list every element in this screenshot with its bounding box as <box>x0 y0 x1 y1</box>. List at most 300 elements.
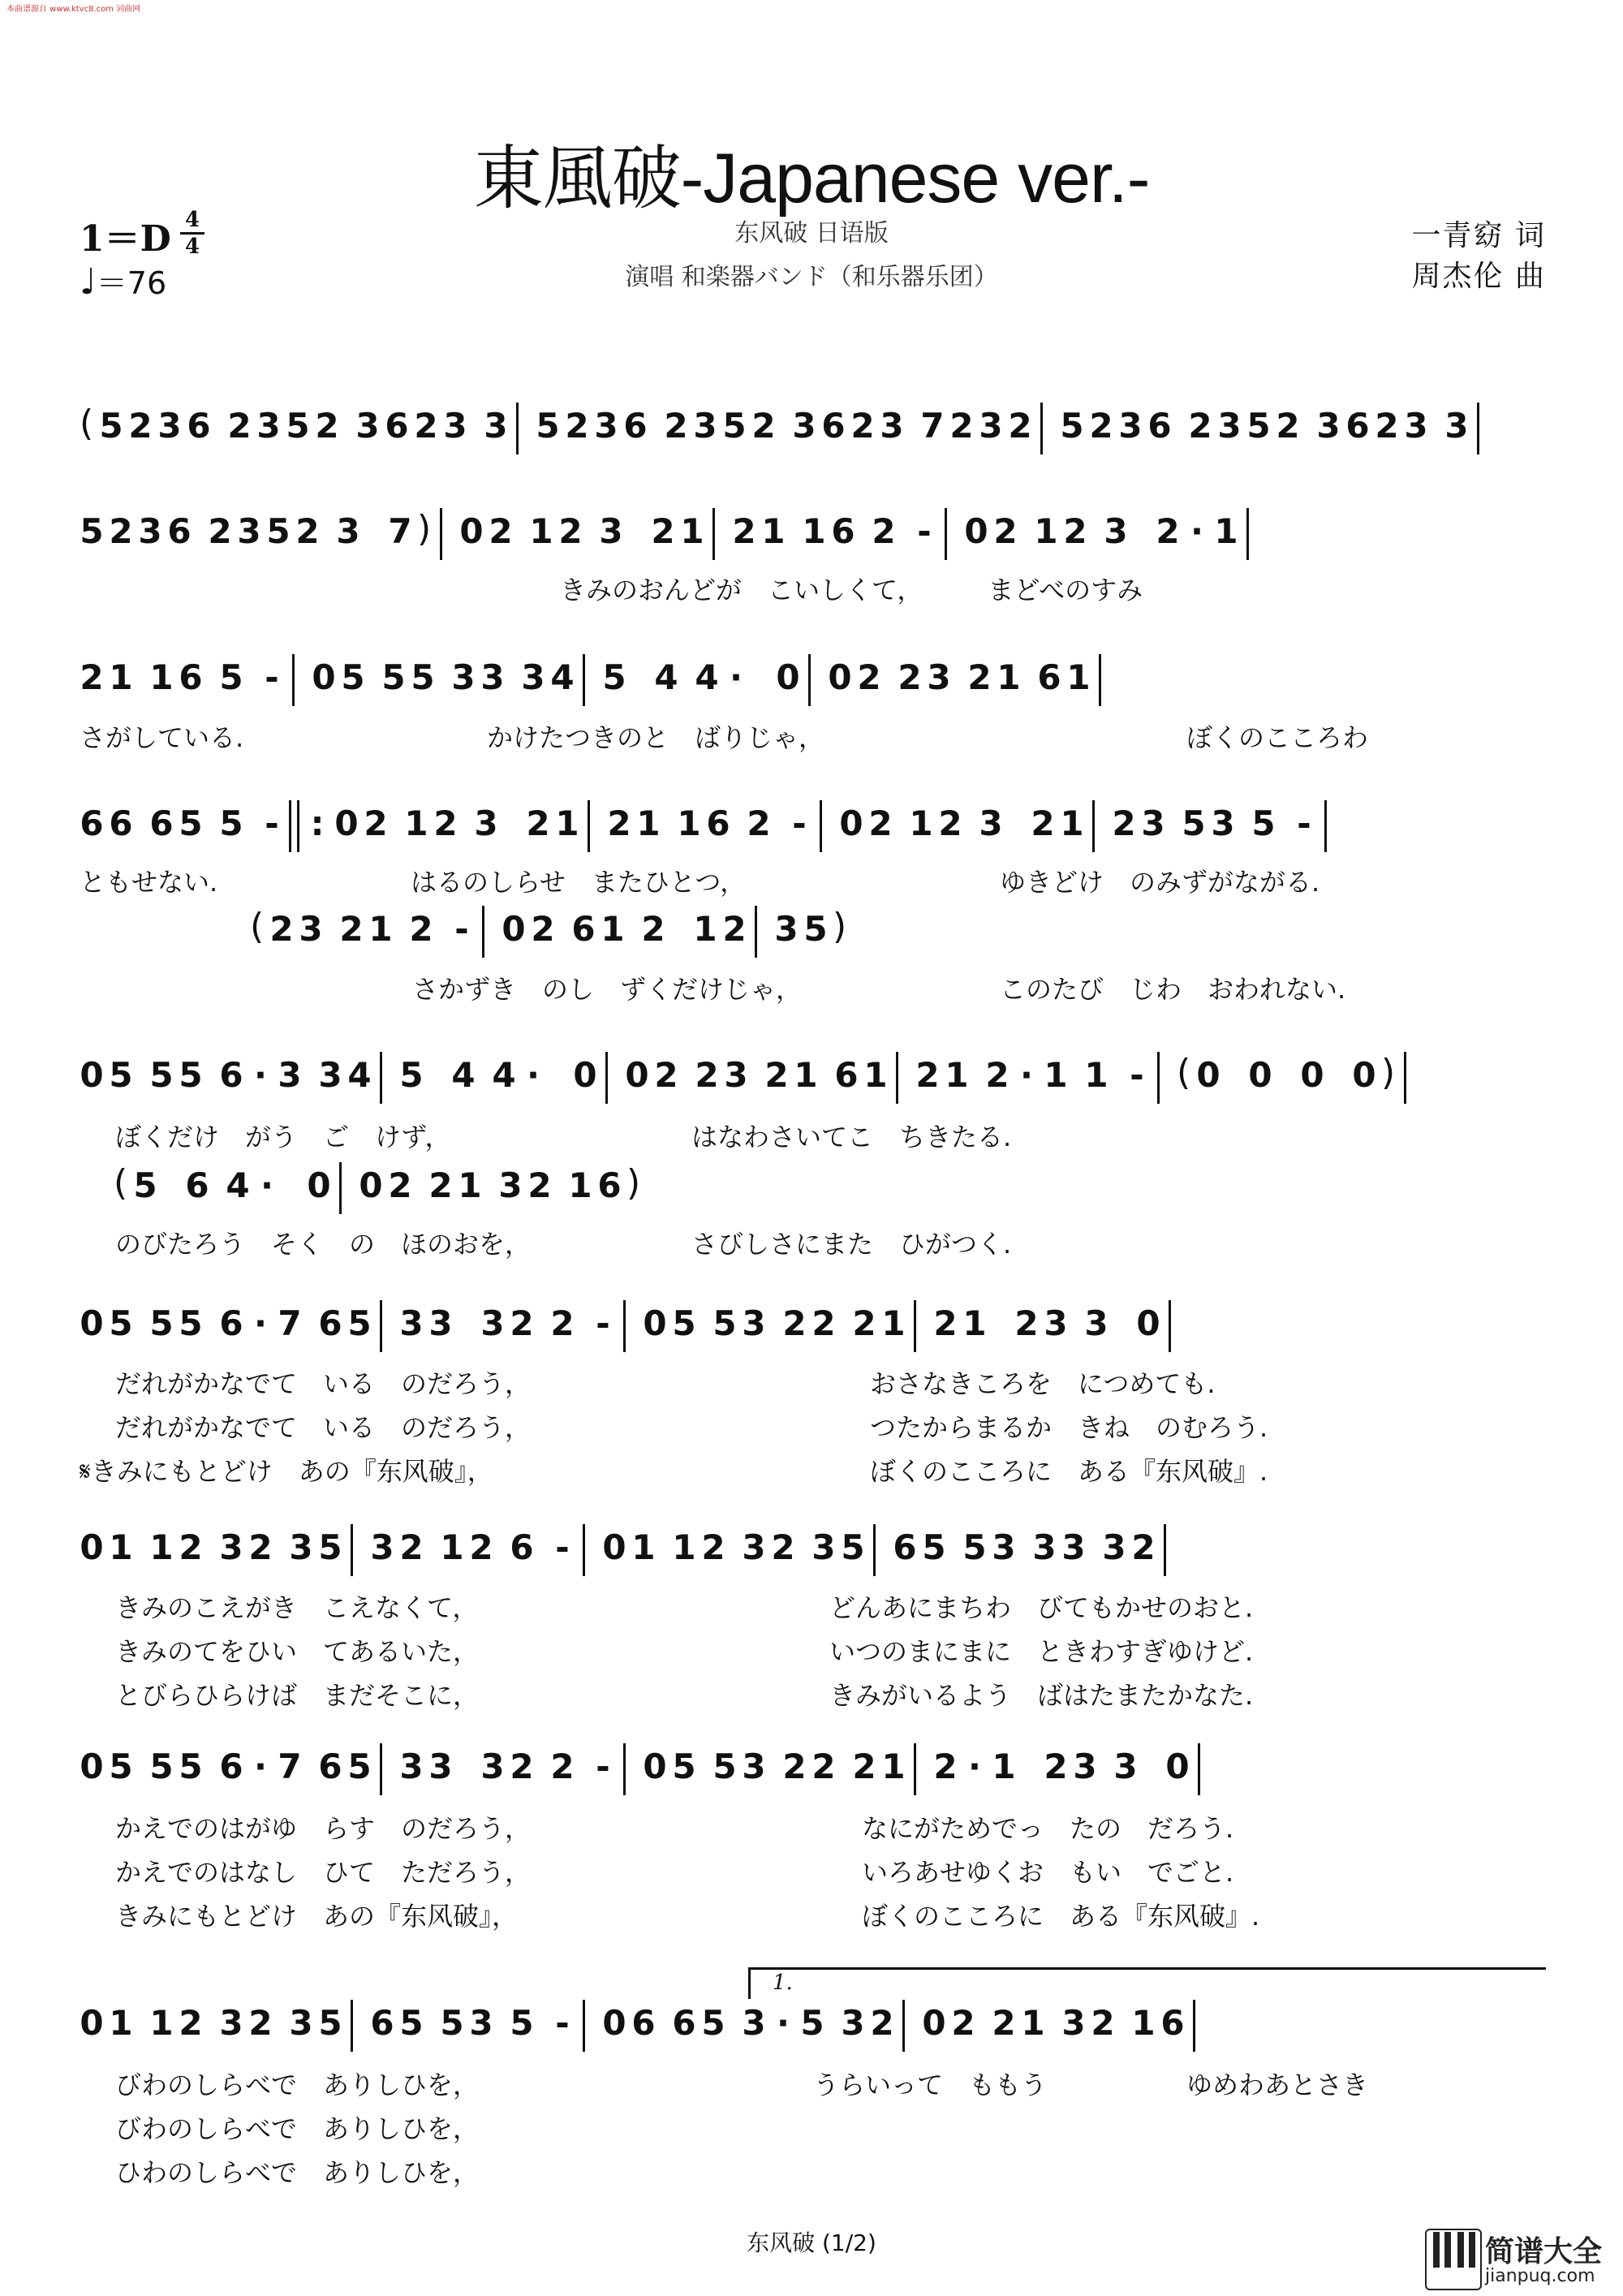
bar-line <box>914 1300 916 1352</box>
note-glyph: 0 <box>602 1527 626 1567</box>
note-glyph: 1 <box>794 1055 818 1095</box>
note-glyph: 2 <box>550 1303 575 1343</box>
note-glyph: 2 <box>993 511 1018 551</box>
note-glyph: 5 <box>722 406 747 446</box>
note-glyph: 6 <box>167 511 192 551</box>
note-glyph: 0 <box>459 511 484 551</box>
note-glyph: 1 <box>109 2003 133 2043</box>
note-glyph: 3 <box>1211 803 1235 843</box>
note-glyph: · <box>1020 1055 1033 1095</box>
bar-line <box>482 906 484 958</box>
note-glyph: 3 <box>1084 1303 1109 1343</box>
note-glyph: 3 <box>451 657 476 697</box>
note-glyph: - <box>555 1527 570 1567</box>
note-glyph: 2 <box>933 1303 958 1343</box>
paren-glyph: ) <box>417 508 432 549</box>
note-glyph: 1 <box>881 1303 906 1343</box>
note-glyph: 5 <box>179 1055 203 1095</box>
note-glyph: 4 <box>226 1165 250 1205</box>
note-glyph: 5 <box>1251 803 1276 843</box>
note-glyph: 6 <box>1345 406 1370 446</box>
note-glyph: 0 <box>1300 1055 1324 1095</box>
bar-line <box>351 2000 353 2052</box>
lyric-line: ぼくのこころに ある『东风破』. <box>870 1456 1268 1487</box>
note-glyph: 2 <box>339 909 364 949</box>
lyric-line: ひわのしらべで ありしひを， <box>115 2157 480 2188</box>
note-glyph: 6 <box>219 1747 243 1786</box>
note-glyph: 1 <box>802 511 826 551</box>
note-glyph: · <box>254 1303 267 1343</box>
note-glyph: 3 <box>1061 1527 1086 1567</box>
note-glyph: 0 <box>307 1165 331 1205</box>
note-glyph: 0 <box>1136 1303 1160 1343</box>
note-glyph: 3 <box>256 406 281 446</box>
note-glyph: 2 <box>872 511 896 551</box>
note-glyph: : <box>310 803 325 843</box>
note-glyph: 1 <box>962 1303 987 1343</box>
note-glyph: 3 <box>1113 1747 1138 1786</box>
bar-line <box>1477 403 1479 454</box>
note-glyph: · <box>730 657 743 697</box>
lyric-line: さがしている. <box>80 722 244 753</box>
note-glyph: 2 <box>1044 1747 1068 1786</box>
note-glyph: 2 <box>179 2003 203 2043</box>
note-glyph: 1 <box>909 803 933 843</box>
note-glyph: 5 <box>109 1303 133 1343</box>
note-glyph: 5 <box>318 1527 342 1567</box>
note-glyph: 2 <box>651 511 675 551</box>
note-glyph: 1 <box>109 657 133 697</box>
note-glyph: 6 <box>219 1303 243 1343</box>
note-glyph: 1 <box>680 511 704 551</box>
note-glyph: 0 <box>1196 1055 1220 1095</box>
note-glyph: 5 <box>536 406 560 446</box>
note-glyph: · <box>254 1055 267 1095</box>
note-glyph: 2 <box>949 406 974 446</box>
note-glyph: 0 <box>1352 1055 1376 1095</box>
note-glyph: 3 <box>278 1055 302 1095</box>
note-glyph: 2 <box>1156 511 1180 551</box>
lyric-line: だれがかなでて いる のだろう， <box>115 1412 532 1443</box>
paren-glyph: ( <box>114 1162 128 1204</box>
note-glyph: 2 <box>870 2003 894 2043</box>
note-glyph: 3 <box>1032 1527 1057 1567</box>
note-glyph: 5 <box>411 657 435 697</box>
note-glyph: 3 <box>979 406 1003 446</box>
note-glyph: 3 <box>138 511 162 551</box>
note-glyph: 1 <box>601 909 625 949</box>
note-glyph: 5 <box>109 1055 133 1095</box>
note-glyph: 7 <box>278 1747 302 1786</box>
note-glyph: 2 <box>227 406 252 446</box>
note-glyph: 3 <box>1118 406 1143 446</box>
note-glyph: · <box>968 1747 981 1786</box>
note-glyph: 3 <box>1102 1527 1126 1567</box>
note-glyph: 5 <box>399 1055 424 1095</box>
site-logo <box>1425 2229 1612 2289</box>
note-glyph: 6 <box>185 1165 209 1205</box>
note-glyph: 4 <box>654 657 678 697</box>
note-glyph: 5 <box>510 2003 534 2043</box>
note-glyph: 2 <box>751 406 776 446</box>
note-glyph: - <box>265 657 279 697</box>
note-glyph: 2 <box>399 1527 424 1567</box>
note-glyph: 5 <box>266 511 291 551</box>
note-glyph: 3 <box>599 511 623 551</box>
note-glyph: 5 <box>219 657 243 697</box>
note-glyph: 2 <box>469 1527 493 1567</box>
note-glyph: 1 <box>368 909 393 949</box>
bar-line <box>297 800 299 852</box>
note-glyph: - <box>917 511 932 551</box>
note-glyph: 2 <box>565 406 589 446</box>
lyric-line: ゆめわあとさき <box>1186 2070 1369 2100</box>
note-glyph: - <box>555 2003 570 2043</box>
bar-line <box>1246 508 1249 560</box>
bar-line <box>380 1743 382 1795</box>
note-glyph: 2 <box>722 909 747 949</box>
note-glyph: 5 <box>179 1303 203 1343</box>
note-glyph: 2 <box>938 803 962 843</box>
lyric-line: いつのまにまに ときわすぎゆけど. <box>829 1636 1254 1667</box>
note-glyph: 5 <box>80 511 104 551</box>
bar-line <box>1169 1300 1171 1352</box>
note-glyph: 2 <box>364 803 388 843</box>
note-glyph: 2 <box>269 909 294 949</box>
note-glyph: · <box>260 1165 273 1205</box>
note-glyph: 6 <box>831 511 855 551</box>
bar-line <box>873 1524 876 1576</box>
note-glyph: 3 <box>1104 511 1128 551</box>
lyric-line: かえでのはがゆ らす のだろう， <box>115 1813 532 1844</box>
note-glyph: 6 <box>385 406 409 446</box>
note-glyph: 0 <box>80 1527 104 1567</box>
note-glyph: 3 <box>318 1055 342 1095</box>
bar-line <box>896 1052 898 1104</box>
note-glyph: 2 <box>80 657 104 697</box>
note-glyph: 4 <box>695 657 719 697</box>
lyric-line: はるのしらせ またひとつ， <box>411 867 747 898</box>
note-glyph: - <box>265 803 279 843</box>
note-glyph: 1 <box>1021 2003 1045 2043</box>
note-glyph: 6 <box>834 1055 859 1095</box>
bar-line <box>808 654 811 706</box>
note-glyph: 2 <box>607 803 631 843</box>
bar-line <box>583 654 585 706</box>
bar-line <box>623 1300 626 1352</box>
lyric-line: ぼくのこころに ある『东风破』. <box>862 1901 1260 1932</box>
note-glyph: 0 <box>1248 1055 1272 1095</box>
note-glyph: 0 <box>80 1055 104 1095</box>
paren-glyph: ) <box>833 906 847 947</box>
note-glyph: 3 <box>1061 2003 1086 2043</box>
page-footer: 东风破 (1/2) <box>747 2229 876 2256</box>
note-glyph: 6 <box>179 657 203 697</box>
note-glyph: 6 <box>1160 2003 1185 2043</box>
note-glyph: 6 <box>1037 657 1061 697</box>
bar-line <box>289 800 291 852</box>
note-glyph: 5 <box>922 1527 946 1567</box>
note-glyph: 6 <box>631 2003 656 2043</box>
note-glyph: 3 <box>1316 406 1341 446</box>
bar-line <box>292 654 295 706</box>
note-glyph: 3 <box>841 2003 865 2043</box>
note-glyph: 1 <box>1131 2003 1156 2043</box>
note-glyph: 1 <box>863 1055 888 1095</box>
note-glyph: 6 <box>187 406 211 446</box>
note-glyph: · <box>527 1055 540 1095</box>
note-glyph: · <box>1190 511 1203 551</box>
note-glyph: 1 <box>555 803 579 843</box>
note-glyph: 3 <box>474 803 498 843</box>
note-glyph: 1 <box>568 1165 592 1205</box>
note-glyph: 6 <box>623 406 648 446</box>
note-glyph: 1 <box>636 803 661 843</box>
note-glyph: 2 <box>782 1303 807 1343</box>
logo-url: jianpuq.com <box>1485 2266 1595 2286</box>
note-glyph: 2 <box>1375 406 1399 446</box>
note-glyph: 5 <box>219 803 243 843</box>
paren-glyph: ( <box>250 906 265 947</box>
lyric-line: さかずき のし ずくだけじゃ， <box>412 974 803 1005</box>
bar-line <box>945 508 947 560</box>
note-glyph: 5 <box>149 1055 174 1095</box>
note-glyph: - <box>596 1303 610 1343</box>
note-glyph: 6 <box>149 803 174 843</box>
note-glyph: 7 <box>920 406 945 446</box>
note-glyph: 5 <box>701 2003 725 2043</box>
note-glyph: 4 <box>347 1055 372 1095</box>
note-glyph: 5 <box>347 1303 372 1343</box>
note-glyph: 1 <box>440 1527 464 1567</box>
note-glyph: 2 <box>782 1747 807 1786</box>
note-glyph: 2 <box>732 511 756 551</box>
note-glyph: 6 <box>893 1527 917 1567</box>
source-note: 本曲谱源自 www.ktvc8.com 词曲网 <box>6 5 141 14</box>
note-glyph: 3 <box>594 406 618 446</box>
note-glyph: 1 <box>109 1527 133 1567</box>
note-glyph: 0 <box>1165 1747 1190 1786</box>
note-glyph: 2 <box>526 803 550 843</box>
lyric-line: きみにもとどけ あの『东风破』， <box>115 1901 519 1932</box>
lyric-line: はなわさいてこ ちきたる. <box>691 1122 1012 1152</box>
bar-line <box>588 800 590 852</box>
bar-line <box>351 1524 353 1576</box>
note-glyph: 6 <box>597 1165 622 1205</box>
note-glyph: 0 <box>334 803 359 843</box>
note-glyph: 1 <box>631 1527 656 1567</box>
bar-line <box>516 403 519 454</box>
note-glyph: 3 <box>289 1527 313 1567</box>
note-glyph: 1 <box>997 657 1021 697</box>
note-glyph: 2 <box>1031 803 1055 843</box>
note-glyph: 7 <box>388 511 412 551</box>
song-title: 東風破-Japanese ver.- <box>473 140 1150 218</box>
lyric-line: どんあにまちわ びてもかせのおと. <box>829 1592 1254 1623</box>
paren-glyph: ) <box>1381 1052 1396 1093</box>
lyric-line: ぼくだけ がう ご けず， <box>115 1122 451 1152</box>
note-glyph: 5 <box>1246 406 1271 446</box>
note-glyph: 2 <box>654 1055 678 1095</box>
note-glyph: · <box>254 1747 267 1786</box>
lyric-line: きみがいるよう ばはたまたかなた. <box>829 1680 1254 1711</box>
lyric-line: ぼくのこころわ <box>1186 722 1369 753</box>
lyric-line: うらいって ももう <box>813 2070 1048 2100</box>
note-glyph: 5 <box>179 1747 203 1786</box>
note-glyph: 5 <box>286 406 310 446</box>
note-glyph: 1 <box>677 803 701 843</box>
note-glyph: 5 <box>179 803 203 843</box>
note-glyph: 0 <box>625 1055 649 1095</box>
note-glyph: 2 <box>915 1055 940 1095</box>
note-glyph: 6 <box>219 1055 243 1095</box>
note-glyph: - <box>1130 1055 1144 1095</box>
note-glyph: 0 <box>828 657 852 697</box>
note-glyph: 2 <box>489 511 513 551</box>
note-glyph: 3 <box>1044 1303 1068 1343</box>
note-glyph: 5 <box>672 1747 696 1786</box>
note-glyph: 2 <box>388 1165 412 1205</box>
note-glyph: 2 <box>852 1747 876 1786</box>
note-glyph: 2 <box>933 1747 958 1786</box>
note-glyph: 2 <box>315 406 339 446</box>
note-glyph: 6 <box>370 2003 394 2043</box>
bar-line <box>902 2000 905 2052</box>
lyric-line: 𝄋きみにもとどけ あの『东风破』， <box>80 1456 493 1487</box>
note-glyph: 0 <box>80 2003 104 2043</box>
lyric-line: びわのしらべで ありしひを， <box>115 2070 480 2100</box>
note-glyph: 3 <box>237 511 261 551</box>
note-glyph: 5 <box>99 406 123 446</box>
lyric-line: きみのおんどが こいしくて， まどべのすみ <box>560 575 1143 605</box>
note-glyph: 2 <box>1091 2003 1115 2043</box>
note-glyph: 0 <box>964 511 988 551</box>
note-glyph: 1 <box>881 1747 906 1786</box>
note-glyph: 6 <box>510 1527 534 1567</box>
note-glyph: 0 <box>839 803 863 843</box>
lyric-line: さびしさにまた ひがつく. <box>691 1229 1012 1260</box>
note-glyph: 3 <box>1141 803 1165 843</box>
note-glyph: 5 <box>803 909 828 949</box>
note-glyph: 4 <box>451 1055 476 1095</box>
note-glyph: 6 <box>672 2003 696 2043</box>
note-glyph: 5 <box>712 1303 737 1343</box>
note-glyph: 6 <box>1147 406 1172 446</box>
note-glyph: 3 <box>469 2003 493 2043</box>
paren-glyph: ) <box>626 1162 641 1204</box>
note-glyph: 0 <box>573 1055 597 1095</box>
note-glyph: 3 <box>792 406 816 446</box>
quarter-note-icon: ♩ <box>80 261 97 303</box>
note-glyph: 2 <box>510 1303 534 1343</box>
lyric-line: きみのてをひい てあるいた， <box>115 1636 480 1667</box>
note-glyph: - <box>596 1747 610 1786</box>
note-glyph: 2 <box>967 657 992 697</box>
bar-line <box>583 1524 585 1576</box>
lyric-line: ゆきどけ のみずがながる. <box>1000 867 1320 898</box>
bar-line <box>1324 800 1327 852</box>
note-glyph: 2 <box>558 511 583 551</box>
note-glyph: 2 <box>1276 406 1300 446</box>
lyricist: 一青窈 词 <box>1411 219 1546 252</box>
paren-glyph: ( <box>80 403 94 444</box>
lyric-line: つたからまるか きね のむろう. <box>870 1412 1268 1443</box>
note-glyph: 2 <box>898 657 922 697</box>
bar-line <box>380 1300 382 1352</box>
bar-line <box>605 1052 608 1104</box>
note-glyph: 2 <box>747 803 771 843</box>
note-glyph: 3 <box>927 657 951 697</box>
note-glyph: 3 <box>812 1527 836 1567</box>
note-glyph: 1 <box>1066 657 1091 697</box>
lyric-line: ともせない. <box>80 867 218 898</box>
bar-line <box>583 2000 585 2052</box>
lyric-line: きみのこえがき こえなくて， <box>115 1592 479 1623</box>
note-glyph: 3 <box>219 1527 243 1567</box>
logo-brand: 简谱大全 <box>1485 2235 1603 2268</box>
note-glyph: 0 <box>312 657 336 697</box>
note-glyph: 6 <box>318 1747 342 1786</box>
note-glyph: 0 <box>359 1165 383 1205</box>
note-glyph: 3 <box>428 1747 453 1786</box>
note-glyph: 5 <box>602 657 626 697</box>
note-glyph: 1 <box>1034 511 1058 551</box>
note-glyph: 2 <box>664 406 688 446</box>
bar-line <box>380 1052 382 1104</box>
lyric-line: なにがためでっ たの だろう. <box>862 1813 1234 1844</box>
note-glyph: 2 <box>641 909 665 949</box>
note-glyph: 5 <box>341 657 365 697</box>
bar-line <box>1099 654 1101 706</box>
note-glyph: 6 <box>80 803 104 843</box>
note-glyph: 3 <box>428 1303 453 1343</box>
note-glyph: 2 <box>852 1303 876 1343</box>
bar-line <box>712 508 715 560</box>
note-glyph: 3 <box>1073 1747 1097 1786</box>
note-glyph: 6 <box>318 1303 342 1343</box>
note-glyph: 2 <box>109 511 133 551</box>
note-glyph: 5 <box>109 1747 133 1786</box>
bar-line <box>1157 1052 1160 1104</box>
note-glyph: 1 <box>1060 803 1084 843</box>
lyric-line: だれがかなでて いる のだろう， <box>115 1368 532 1399</box>
lyric-line: このたび じわ おわれない. <box>1000 974 1346 1005</box>
lyric-line: のびたろう そく の ほのおを， <box>115 1229 532 1260</box>
lyric-line: びわのしらべで ありしひを， <box>115 2113 480 2144</box>
note-glyph: 2 <box>208 511 232 551</box>
note-glyph: 0 <box>922 2003 946 2043</box>
note-glyph: 2 <box>868 803 893 843</box>
bar-line <box>914 1743 916 1795</box>
note-glyph: 1 <box>672 1527 696 1567</box>
bar-line <box>820 800 822 852</box>
time-top: 4 <box>184 208 200 232</box>
note-glyph: 3 <box>157 406 182 446</box>
note-glyph: 3 <box>399 1303 424 1343</box>
note-glyph: 2 <box>850 406 875 446</box>
note-glyph: 3 <box>742 1747 766 1786</box>
note-glyph: 2 <box>414 406 438 446</box>
note-glyph: 3 <box>484 406 508 446</box>
note-glyph: 2 <box>812 1747 836 1786</box>
note-glyph: 0 <box>80 1303 104 1343</box>
note-glyph: 1 <box>992 1747 1016 1786</box>
note-glyph: 3 <box>1404 406 1428 446</box>
time-bottom: 4 <box>184 235 200 259</box>
note-glyph: 2 <box>1188 406 1212 446</box>
note-glyph: 3 <box>742 1303 766 1343</box>
bar-line <box>1404 1052 1406 1104</box>
